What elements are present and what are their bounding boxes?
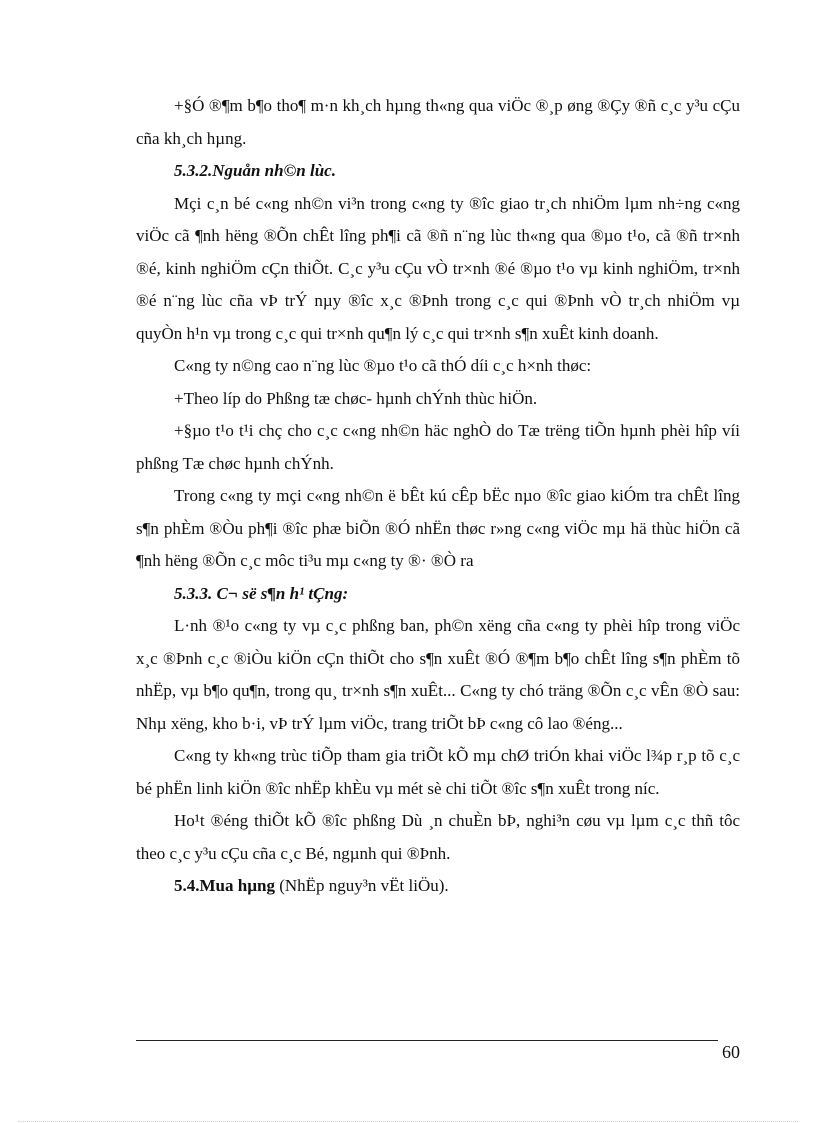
- section-heading-bold: 5.4.Mua hµng: [174, 876, 275, 895]
- section-heading: 5.3.2.Nguån nh©n lùc.: [174, 161, 336, 180]
- footer-rule: [136, 1040, 718, 1041]
- paragraph: Mçi c¸n bé c«ng nh©n vi³n trong c«ng ty ®îc giao tr¸ch nhiÖm lµm nh÷ng c«ng viÖc cã ¶nh hëng ®Õn chÊt lîng ph¶i cã ®ñ n¨ng lùc th«ng qua ®µo t¹o, cã ®ñ tr×nh ®é, kinh nghiÖm cÇn thiÕt. C¸c y³u cÇu vÒ tr×nh ®é ®µo t¹o vµ kinh nghiÖm, tr×nh ®é n¨ng lùc cña vÞ trÝ nµy ®îc x¸c ®Þnh trong c¸c qui ®Þnh vÒ tr¸ch nhiÖm vµ quyÒn h¹n vµ trong c¸c qui tr×nh qu¶n lý c¸c qui tr×nh s¶n xuÊt kinh doanh.: [136, 193, 740, 343]
- section-heading: 5.3.3. C¬ së s¶n h¹ tÇng:: [174, 583, 349, 603]
- paragraph: +§µo t¹o t¹i chç cho c¸c c«ng nh©n häc nghÒ do Tæ trëng tiÕn hµnh phèi hîp víi phßng Tæ chøc hµnh chÝnh.: [136, 421, 740, 473]
- section-heading-mixed: [136, 870, 740, 903]
- document-body: [136, 90, 740, 903]
- page-number: 60: [722, 1042, 740, 1062]
- paragraph: Ho¹t ®éng thiÕt kÕ ®îc phßng Dù ¸n chuÈn bÞ, nghi³n cøu vµ lµm c¸c thñ tôc theo c¸c y³u cÇu cña c¸c Bé, ngµnh qui ®Þnh.: [136, 811, 740, 863]
- section-heading-normal: (NhËp nguy³n vËt liÖu).: [274, 876, 449, 895]
- paragraph: +Theo líp do Phßng tæ chøc- hµnh chÝnh thùc hiÖn.: [174, 388, 538, 408]
- paragraph: C«ng ty n©ng cao n¨ng lùc ®µo t¹o cã thÓ díi c¸c h×nh thøc:: [174, 356, 592, 375]
- page-bottom-dotted-border: [18, 1121, 798, 1122]
- paragraph: C«ng ty kh«ng trùc tiÕp tham gia triÕt kÕ mµ chØ triÓn khai viÖc l¾p r¸p tõ c¸c bé phËn linh kiÖn ®îc nhËp khÈu vµ mét sè chi tiÕt ®îc s¶n xuÊt trong níc.: [136, 746, 740, 798]
- paragraph: Trong c«ng ty mçi c«ng nh©n ë bÊt kú cÊp bËc nµo ®îc giao kiÓm tra chÊt lîng s¶n phÈm ®Òu ph¶i ®îc phæ biÕn ®Ó nhËn thøc r»ng c«ng viÖc mµ hä thùc hiÖn cã ¶nh hëng ®Õn c¸c môc ti³u mµ c«ng ty ®· ®Ò ra: [136, 486, 740, 570]
- paragraph: +§Ó ®¶m b¶o tho¶ m·n kh¸ch hµng th«ng qua viÖc ®¸p øng ®Çy ®ñ c¸c y³u cÇu cña kh¸ch hµng.: [136, 96, 740, 148]
- paragraph: L·nh ®¹o c«ng ty vµ c¸c phßng ban, ph©n xëng cña c«ng ty phèi hîp trong viÖc x¸c ®Þnh c¸c ®iÒu kiÖn cÇn thiÕt cho s¶n xuÊt ®Ó ®¶m b¶o chÊt lîng s¶n phÈm tõ nhËp, vµ b¶o qu¶n, trong qu¸ tr×nh s¶n xuÊt... C«ng ty chó träng ®Õn c¸c vÊn ®Ò sau: Nhµ xëng, kho b·i, vÞ trÝ lµm viÖc, trang triÕt bÞ c«ng cô lao ®éng...: [136, 616, 740, 733]
